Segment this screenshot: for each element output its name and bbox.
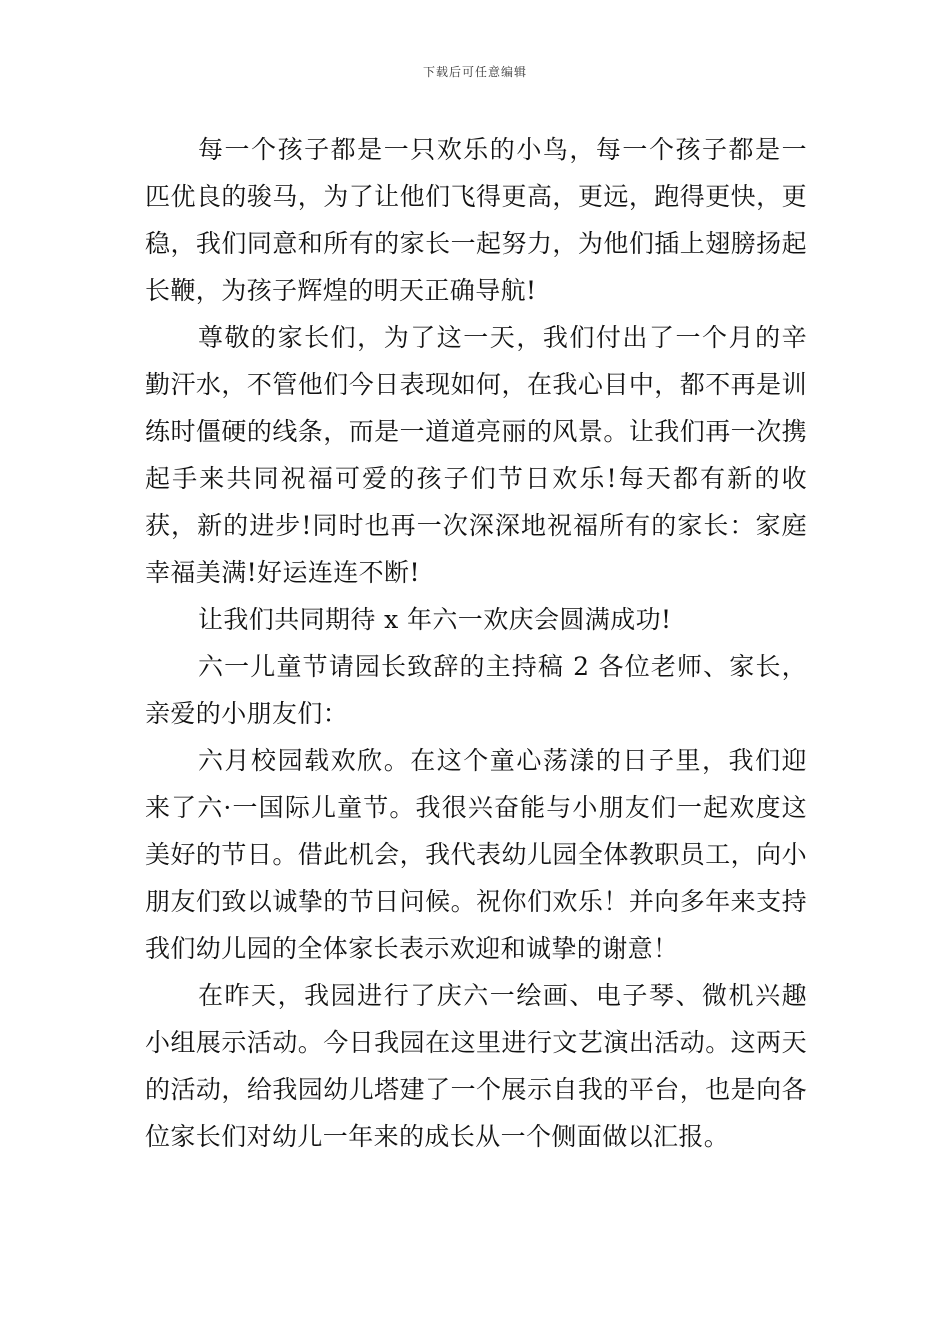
paragraph-5: 六月校园载欢欣。在这个童心荡漾的日子里，我们迎来了六·一国际儿童节。我很兴奋能与小朋友们一起欢度这美好的节日。借此机会，我代表幼儿园全体教职员工，向小朋友们致以诚挚的节日问候。祝你们欢乐！并向多年来支持我们幼儿园的全体家长表示欢迎和诚挚的谢意！: [145, 746, 807, 963]
paragraph-2: 尊敬的家长们，为了这一天，我们付出了一个月的辛勤汗水，不管他们今日表现如何，在我心目中，都不再是训练时僵硬的线条，而是一道道亮丽的风景。让我们再一次携起手来共同祝福可爱的孩子们节日欢乐!每天都有新的收获，新的进步!同时也再一次深深地祝福所有的家长：家庭幸福美满!好运连连不断!: [145, 323, 807, 587]
paragraph-3: 让我们共同期待 x 年六一欢庆会圆满成功!: [198, 605, 672, 634]
paragraph-6: 在昨天，我园进行了庆六一绘画、电子琴、微机兴趣小组展示活动。今日我园在这里进行文艺演出活动。这两天的活动，给我园幼儿塔建了一个展示自我的平台，也是向各位家长们对幼儿一年来的成长从一个侧面做以汇报。: [145, 981, 807, 1151]
header-note: 下载后可任意编辑: [422, 65, 527, 79]
paragraph-1: 每一个孩子都是一只欢乐的小鸟，每一个孩子都是一匹优良的骏马，为了让他们飞得更高，更远，跑得更快，更稳，我们同意和所有的家长一起努力，为他们插上翅膀扬起长鞭，为孩子辉煌的明天正确导航!: [145, 135, 807, 305]
document-body: [145, 126, 807, 1160]
paragraph-4: 六一儿童节请园长致辞的主持稿 2 各位老师、家长，亲爱的小朋友们：: [145, 652, 807, 728]
